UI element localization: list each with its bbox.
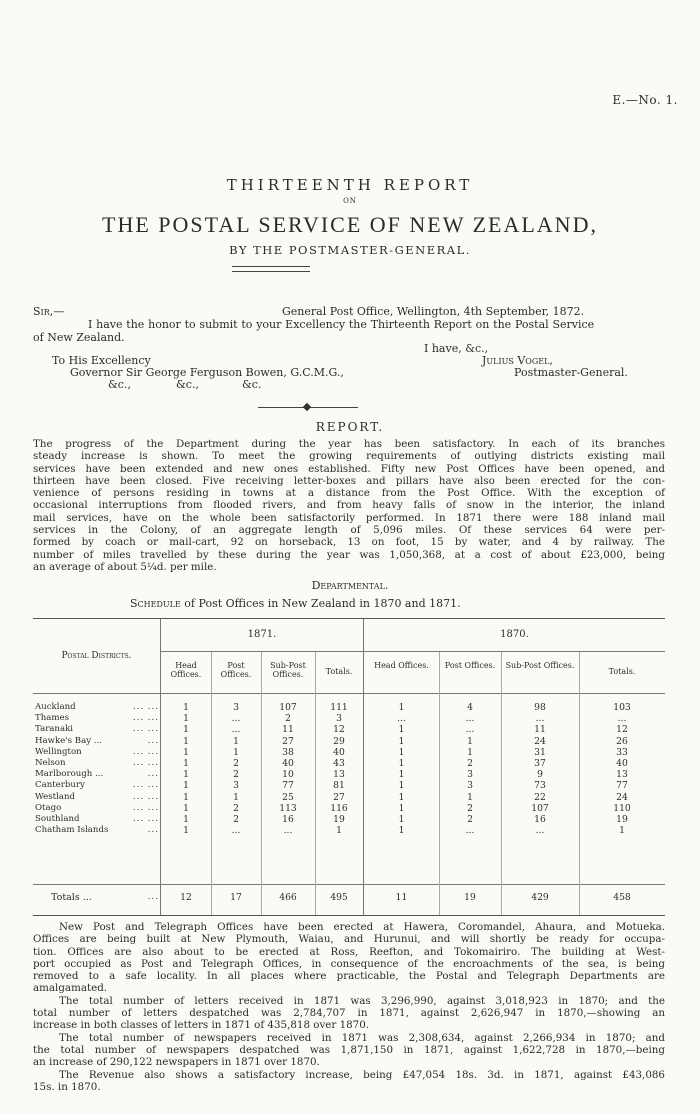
district-name: Otago [35, 802, 62, 813]
cell-1870: 16 [534, 814, 546, 825]
cell-1870: 37 [534, 758, 546, 769]
leader-dots: ... ... [132, 780, 159, 791]
cell-1871: 43 [333, 758, 345, 769]
cell-1870: 3 [467, 780, 473, 792]
cell-1870: 1 [398, 814, 405, 825]
cell-1870: 31 [534, 746, 546, 758]
cell-1871: 38 [282, 746, 294, 758]
total-1870: 429 [531, 892, 549, 903]
cell-1871: 3 [233, 702, 239, 713]
schedule-lead: Schedule [130, 597, 181, 610]
leader-dots: ... [147, 892, 159, 902]
leader-dots: ... ... [132, 713, 159, 724]
cell-1870: 19 [616, 814, 628, 825]
leader-dots: ... ... [132, 758, 159, 768]
cell-1870: 1 [398, 724, 405, 736]
year-1871: 1871. [247, 629, 277, 640]
closing-line: increase in both classes of letters in 1871 of 435,818 over 1870. [33, 1019, 370, 1032]
title-on: ON [343, 197, 357, 205]
cell-1870: 1 [398, 758, 405, 769]
cell-1871: 2 [233, 758, 239, 769]
column-header-1871: Head Offices. [170, 661, 202, 680]
letter-from: General Post Office, Wellington, 4th September, 1872. [282, 305, 585, 318]
cell-1870: ... [535, 713, 545, 725]
cell-1871: 1 [183, 780, 189, 792]
cell-1870: 40 [616, 758, 628, 769]
report-subject: THE POSTAL SERVICE OF NEW ZEALAND, [102, 212, 598, 237]
leader-dots: ... [147, 769, 159, 780]
district-name: Nelson [35, 758, 66, 768]
cell-1871: 1 [336, 825, 342, 837]
closing-line: The total number of newspapers received in 1871 was 2,308,634, against 2,266,934 in 1870; and [59, 1031, 665, 1044]
cell-1871: 107 [279, 702, 297, 713]
cell-1870: 2 [467, 758, 473, 769]
addressee-1: To His Excellency [52, 354, 151, 367]
cell-1870: 77 [616, 780, 628, 792]
closing-line: 15s. in 1870. [33, 1080, 101, 1093]
leader-dots: ... ... [132, 802, 159, 813]
cell-1871: 1 [183, 724, 189, 736]
cell-1871: 29 [333, 735, 345, 747]
column-header-1871: Sub-Post Offices. [270, 661, 306, 680]
letter-body-1: I have the honor to submit to your Excellency the Thirteenth Report on the Postal Service [88, 318, 595, 331]
cell-1871: 27 [333, 791, 345, 803]
report-line: The progress of the Department during the year has been satisfactory. In each of its branches [33, 438, 665, 450]
cell-1871: 3 [336, 713, 342, 725]
column-header-1871: Totals. [325, 667, 353, 676]
cell-1871: 12 [333, 724, 345, 736]
letter-body-2: of New Zealand. [33, 331, 125, 344]
district-name: Thames [35, 713, 70, 724]
cell-1871: 3 [233, 780, 239, 792]
schedule-caption [130, 597, 461, 610]
closing-line: the total number of newspapers despatched was 1,871,150 in 1871, against 1,622,728 in 1870,—being [33, 1043, 665, 1056]
report-line: formed by coach or mail-cart, 92 on horseback, 13 on foot, 15 by water, and 4 by railway. The [33, 536, 665, 549]
cell-1871: 1 [183, 791, 189, 803]
cell-1871: 2 [233, 769, 239, 781]
cell-1871: ... [231, 825, 241, 837]
leader-dots: ... [147, 735, 159, 746]
cell-1871: 1 [183, 802, 189, 814]
cell-1871: 1 [233, 746, 239, 758]
cell-1871: 1 [183, 746, 189, 758]
cell-1870: 103 [613, 702, 631, 713]
report-line: number of miles travelled by these during the year was 1,050,368, at a cost of about £23,000, being [33, 548, 665, 561]
cell-1870: 4 [467, 702, 473, 713]
total-1870: 19 [464, 892, 476, 903]
cell-1871: ... [231, 724, 241, 736]
cell-1871: 116 [330, 802, 348, 814]
report-line: services in the Colony, of an aggregate length of 5,096 miles. Of these services 64 were per- [33, 524, 665, 537]
closing-line: total number of letters despatched was 2,784,707 in 1871, against 2,626,947 in 1870,—showing an [33, 1007, 665, 1020]
cell-1870: 11 [534, 724, 546, 736]
closing-line: an increase of 290,122 newspapers in 1871 over 1870. [33, 1056, 320, 1069]
closing-line: Offices are being built at New Plymouth, Waiau, and Hurunui, and will shortly be ready for occupa- [33, 933, 665, 946]
addressee-2: Governor Sir George Ferguson Bowen, G.C.M.G., [70, 366, 344, 379]
cell-1871: 1 [233, 735, 239, 747]
year-1870: 1870. [500, 629, 529, 640]
cell-1871: 1 [183, 735, 189, 747]
district-name: Hawke's Bay ... [35, 735, 102, 746]
cell-1871: 1 [233, 791, 239, 803]
cell-1870: 13 [616, 769, 628, 781]
cell-1871: 19 [333, 814, 345, 825]
ornament-diamond [303, 403, 311, 411]
cell-1871: 1 [183, 713, 189, 725]
cell-1871: 113 [279, 802, 297, 814]
closing-line: New Post and Telegraph Offices have been erected at Hawera, Coromandel, Ahaura, and Motueka. [59, 921, 665, 933]
cell-1871: 40 [333, 746, 345, 758]
cell-1871: 2 [233, 814, 239, 825]
cell-1870: ... [535, 825, 545, 837]
report-author: BY THE POSTMASTER-GENERAL. [229, 243, 471, 257]
report-line: services have been extended and new ones established. Fifty new Post Offices have been opened, and [33, 462, 665, 475]
cell-1870: 1 [398, 769, 405, 781]
addressee-3b: &c., [176, 378, 199, 391]
departmental-heading: Departmental. [311, 579, 389, 592]
report-line: mail services, have on the whole been satisfactorily performed. In 1871 there were 188 inland mail [33, 511, 665, 524]
leader-dots: ... [147, 825, 159, 836]
cell-1870: 12 [616, 724, 628, 736]
schedule-rest: of Post Offices in New Zealand in 1870 and 1871. [184, 597, 461, 610]
district-name: Chatham Islands [35, 825, 109, 836]
cell-1871: 111 [330, 702, 348, 713]
cell-1870: 1 [398, 735, 405, 747]
salutation: Sir,— [33, 305, 65, 318]
cell-1870: 2 [467, 814, 473, 825]
district-name: Southland [35, 814, 80, 824]
report-paragraph [33, 438, 665, 573]
closing-line: The Revenue also shows a satisfactory increase, being £47,054 18s. 3d. in 1871, against £43,086 [59, 1068, 665, 1081]
district-name: Wellington [35, 746, 82, 757]
column-header-1871: Post Offices. [220, 661, 252, 680]
cell-1871: 40 [282, 758, 294, 769]
total-1870: 11 [395, 892, 408, 903]
cell-1870: 107 [531, 802, 549, 814]
district-name: Marlborough ... [35, 769, 104, 780]
addressee-3a: &c., [108, 378, 131, 391]
report-line: thirteen have been closed. Five receiving letter-boxes and pillars have also been erected for the con- [33, 474, 665, 487]
cell-1871: 1 [183, 825, 189, 837]
cell-1871: 2 [233, 802, 239, 814]
closing-line: port occupied as Post and Telegraph Offices, in consequence of the encroachments of the sea, is being [33, 957, 665, 970]
leader-dots: ... ... [132, 814, 159, 824]
column-header-1870: Post Offices. [444, 661, 496, 670]
title-rule [232, 266, 310, 272]
cell-1871: ... [231, 713, 241, 725]
cell-1871: 1 [183, 758, 189, 769]
report-line: an average of about 5¼d. per mile. [33, 560, 217, 573]
cell-1870: 1 [619, 825, 625, 837]
total-1871: 12 [180, 892, 192, 903]
leader-dots: ... ... [132, 746, 159, 757]
district-name: Westland [35, 791, 75, 802]
district-header: Postal Districts. [61, 651, 132, 661]
district-name: Taranaki [35, 724, 74, 735]
document-reference: E.—No. 1. [612, 93, 678, 107]
total-1871: 495 [330, 892, 348, 903]
cell-1871: 1 [183, 814, 189, 825]
post-office-table [33, 618, 665, 916]
cell-1870: 1 [398, 825, 405, 837]
cell-1870: ... [465, 724, 475, 736]
cell-1870: 24 [616, 791, 628, 803]
column-header-1870: Sub-Post Offices. [505, 661, 575, 670]
cell-1870: ... [617, 713, 627, 725]
cell-1871: 81 [333, 780, 345, 792]
cell-1870: 1 [398, 746, 405, 758]
closing-line: tion. Offices are also about to be erected at Ross, Reefton, and Tokomairiro. The building at West- [33, 945, 665, 958]
signatory-title: Postmaster-General. [514, 366, 628, 379]
total-1870: 458 [613, 892, 631, 903]
cell-1871: 27 [282, 735, 294, 747]
cell-1870: 2 [467, 802, 473, 814]
cell-1870: 24 [534, 735, 546, 747]
cell-1870: 1 [398, 802, 405, 814]
cell-1870: ... [465, 713, 475, 725]
report-heading: REPORT. [315, 420, 385, 434]
closing-line: removed to a safe locality. In all places where practicable, the Postal and Telegraph Departments are [33, 970, 665, 983]
district-name: Auckland [35, 702, 76, 712]
cell-1871: 1 [183, 769, 189, 781]
cell-1870: 1 [398, 702, 405, 713]
cell-1871: 2 [285, 713, 291, 725]
closing-paragraphs [33, 921, 665, 1093]
addressee-3c: &c. [242, 378, 262, 391]
cell-1870: ... [465, 825, 475, 837]
signatory: Julius Vogel, [482, 354, 553, 367]
column-header-1870: Totals. [608, 667, 636, 676]
closing-line: amalgamated. [33, 982, 108, 995]
cell-1871: 11 [282, 724, 294, 736]
report-line: steady increase is shown. To meet the growing requirements of outlying districts existing mail [33, 450, 665, 463]
cell-1870: 1 [398, 791, 405, 803]
letter-closing: I have, &c., [424, 342, 489, 355]
cell-1871: 1 [183, 702, 189, 713]
district-name: Canterbury [35, 780, 85, 791]
cell-1871: 16 [282, 814, 294, 825]
cell-1870: ... [397, 713, 406, 725]
cell-1870: 1 [467, 735, 473, 747]
totals-label: Totals ... [51, 892, 92, 903]
report-line: occasional interruptions from flooded rivers, and from heavy falls of snow in the interior, the inland [33, 499, 665, 512]
report-line: venience of persons residing in towns at a distance from the Post Office. With the exception of [33, 487, 665, 500]
cell-1870: 98 [534, 702, 546, 713]
cell-1871: 25 [282, 791, 294, 803]
cell-1871: ... [283, 825, 293, 837]
leader-dots: ... ... [132, 724, 159, 735]
cell-1870: 1 [467, 791, 473, 803]
cell-1870: 73 [534, 780, 546, 792]
cell-1871: 77 [282, 780, 294, 792]
total-1871: 466 [279, 892, 297, 903]
leader-dots: ... ... [132, 791, 159, 802]
cell-1870: 1 [398, 780, 405, 792]
cell-1870: 3 [467, 769, 473, 781]
column-header-1870: Head Offices. [374, 661, 429, 670]
cell-1871: 10 [282, 769, 294, 781]
report-title: THIRTEENTH REPORT [226, 176, 474, 194]
cell-1870: 9 [537, 769, 543, 781]
cell-1870: 1 [467, 746, 473, 758]
cell-1870: 33 [616, 746, 628, 758]
total-1871: 17 [230, 892, 242, 903]
leader-dots: ... ... [132, 702, 159, 712]
closing-line: The total number of letters received in 1871 was 3,296,990, against 3,018,923 in 1870; and the [59, 994, 665, 1007]
cell-1871: 13 [333, 769, 345, 781]
cell-1870: 22 [534, 791, 546, 803]
cell-1870: 26 [616, 735, 628, 747]
cell-1870: 110 [613, 802, 631, 814]
